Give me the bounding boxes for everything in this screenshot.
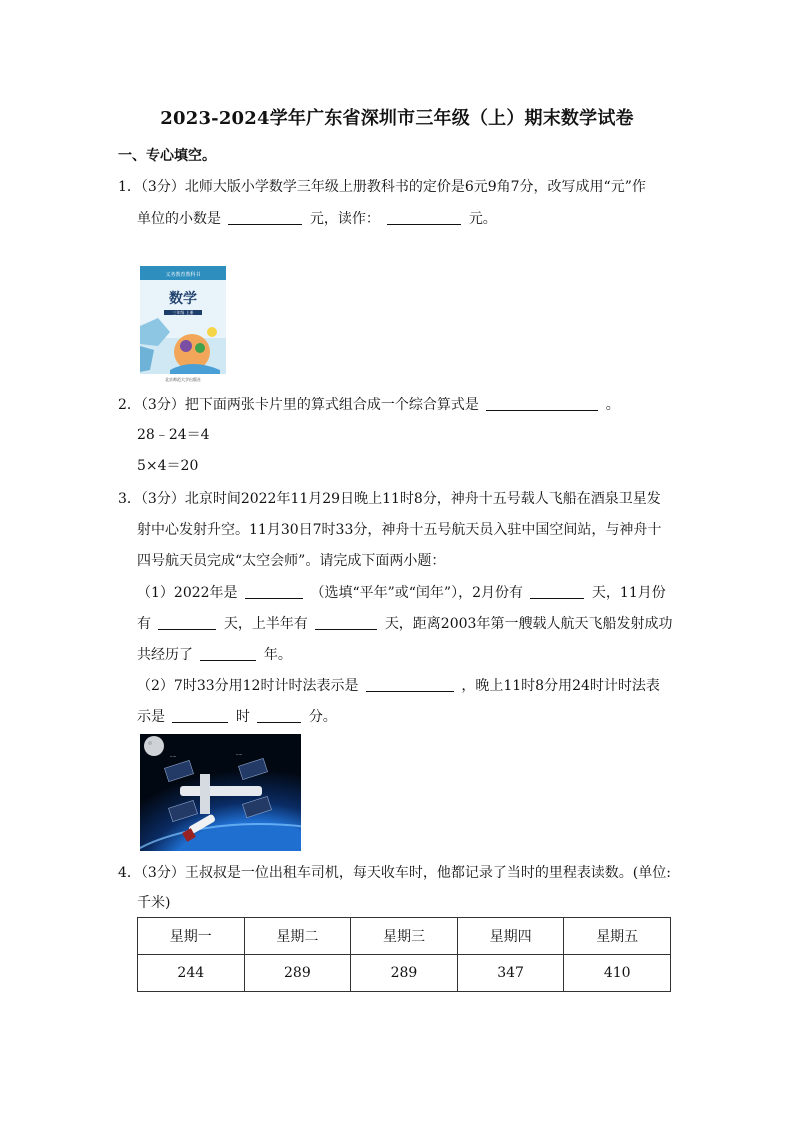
answer-blank[interactable] [486, 394, 598, 411]
q3-text-part: （选填“平年”或“闰年”），2月份有 [310, 585, 523, 601]
answer-blank[interactable] [315, 613, 377, 630]
q2-text-line1 [118, 394, 620, 415]
q3-part1-line1 [137, 582, 666, 603]
q3-text-part: 共经历了 [137, 647, 193, 663]
q3-text-part: 分。 [308, 709, 337, 725]
page-title: 2023-2024学年广东省深圳市三年级（上）期末数学试卷 [160, 108, 634, 129]
table-header-cell: 星期二 [244, 918, 351, 955]
table-header-cell: 星期四 [457, 918, 564, 955]
answer-blank[interactable] [530, 582, 584, 599]
answer-blank[interactable] [257, 706, 301, 723]
q1-text-line1: 1．（3分）北师大版小学数学三年级上册教科书的定价是6元9角7分，改写成用“元”作 [118, 179, 646, 195]
q1-text-part: 单位的小数是 [137, 211, 221, 227]
svg-text:·····: ····· [170, 754, 177, 759]
q3-part2-line2 [137, 706, 337, 727]
q3-text-part: 年。 [263, 647, 292, 663]
q2-equation-2: 5×4＝20 [137, 458, 199, 474]
book-grade-text: 三年级 上册 [172, 310, 194, 315]
q3-text-part: （1）2022年是 [137, 585, 238, 601]
table-cell: 244 [138, 955, 245, 992]
q4-text-line2: 千米) [137, 895, 171, 911]
table-header-cell: 星期一 [138, 918, 245, 955]
q4-text-line1: 4．（3分）王叔叔是一位出租车司机，每天收车时，他都记录了当时的里程表读数。(单位: [118, 865, 671, 881]
svg-text:·····: ····· [236, 752, 243, 757]
table-cell: 410 [564, 955, 671, 992]
q3-part1-line3 [137, 644, 292, 665]
q2-text-part: 。 [605, 397, 620, 413]
q3-text-part: 示是 [137, 709, 165, 725]
q3-text-part: 时 [235, 709, 250, 725]
answer-blank[interactable] [228, 208, 302, 225]
answer-blank[interactable] [366, 675, 454, 692]
table-cell: 289 [351, 955, 458, 992]
q3-text-part: （2）7时33分用12时计时法表示是 [137, 678, 359, 694]
q3-part1-line2 [137, 613, 672, 634]
q3-text-part: 天，上半年有 [223, 616, 308, 632]
q2-text-part: 2．（3分）把下面两张卡片里的算式组合成一个综合算式是 [118, 397, 479, 413]
mileage-table [137, 917, 671, 992]
q3-text-part: 有 [137, 616, 151, 632]
q3-text-part: 天，11月份 [591, 585, 666, 601]
table-cell: 347 [457, 955, 564, 992]
book-publisher-text: 北京师范大学出版社 [165, 377, 201, 382]
book-series-text: 义务教育教科书 [165, 272, 201, 278]
table-header-row [138, 918, 671, 955]
q1-text-line2 [137, 208, 497, 229]
textbook-cover-image [140, 266, 226, 384]
q2-equation-1: 28﹣24＝4 [137, 427, 210, 443]
table-header-cell: 星期五 [564, 918, 671, 955]
table-row [138, 955, 671, 992]
q3-text-line2: 射中心发射升空。11月30日7时33分，神舟十五号航天员入驻中国空间站，与神舟十 [137, 522, 662, 538]
q3-text-line3: 四号航天员完成“太空会师”。请完成下面两小题： [137, 553, 446, 569]
answer-blank[interactable] [172, 706, 228, 723]
answer-blank[interactable] [387, 208, 461, 225]
answer-blank[interactable] [158, 613, 216, 630]
table-header-cell: 星期三 [351, 918, 458, 955]
q3-text-part: ，晚上11时8分用24时计时法表 [461, 678, 660, 694]
book-subject-text: 数学 [169, 291, 197, 307]
q1-text-part: 元。 [468, 211, 497, 227]
space-station-image [140, 734, 301, 851]
answer-blank[interactable] [200, 644, 256, 661]
q1-text-part: 元，读作： [309, 211, 380, 227]
section-heading: 一、专心填空。 [118, 148, 216, 164]
moon-icon [144, 736, 164, 756]
q3-text-part: 天，距离2003年第一艘载人航天飞船发射成功 [384, 616, 673, 632]
answer-blank[interactable] [245, 582, 303, 599]
q3-text-line1: 3．（3分）北京时间2022年11月29日晚上11时8分，神舟十五号载人飞船在酒泉卫星发 [118, 491, 661, 507]
table-cell: 289 [244, 955, 351, 992]
q3-part2-line1 [137, 675, 660, 696]
